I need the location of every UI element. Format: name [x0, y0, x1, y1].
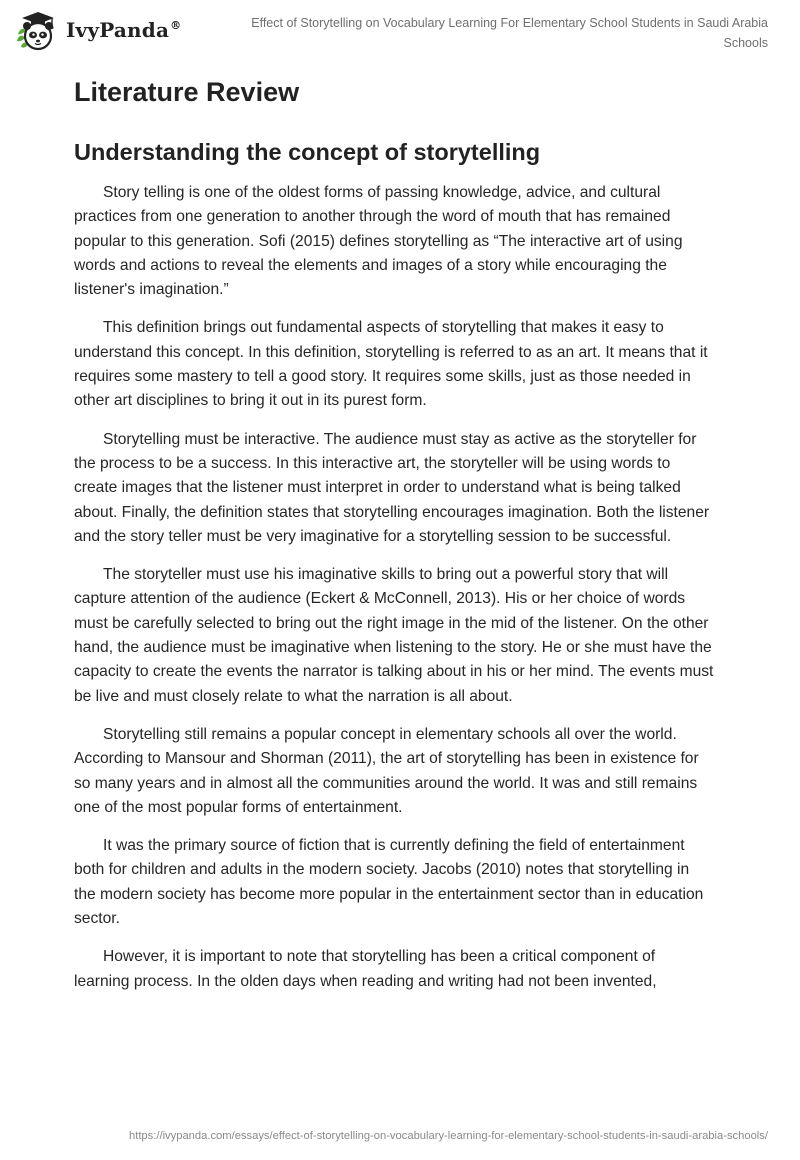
- brand-name: IvyPanda®: [66, 18, 182, 42]
- ivypanda-logo[interactable]: [14, 8, 181, 52]
- paragraph: Storytelling must be interactive. The audience must stay as active as the storyteller for the process to be a success. In this interactive art, the storyteller will be using words to create images that the listener must interpret in order to understand what is being talked about. Finally, the definition states that storytelling encourages imagination. Both the listener and the story teller must be very imaginative for a storytelling session to be successful.: [74, 430, 710, 545]
- panda-graduate-icon: [14, 8, 60, 52]
- document-title: Effect of Storytelling on Vocabulary Learning For Elementary School Students in Saudi Arabia Schools: [251, 16, 768, 50]
- section-heading: Literature Review: [74, 77, 300, 107]
- registered-mark: ®: [170, 19, 182, 33]
- paragraph: It was the primary source of fiction that is currently defining the field of entertainment both for children and adults in the modern society. Jacobs (2010) notes that storytelling in the modern society has become more popular in the entertainment sector than in education sector.: [74, 837, 704, 928]
- article-content: [74, 72, 714, 1008]
- subsection-heading: Understanding the concept of storytelling: [74, 139, 541, 165]
- paragraph: Storytelling still remains a popular concept in elementary schools all over the world. According to Mansour and Shorman (2011), the art of storytelling has been in existence for so many years and in almost all the communities around the world. It was and still remains one of the most popular forms of entertainment.: [74, 725, 699, 816]
- source-url[interactable]: https://ivypanda.com/essays/effect-of-storytelling-on-vocabulary-learning-for-elementary-school-students-in-saudi-arabia-schools/: [128, 1130, 768, 1142]
- paragraph: This definition brings out fundamental aspects of storytelling that makes it easy to understand this concept. In this definition, storytelling is referred to as an art. It means that it requires some mastery to tell a good story. It requires some skills, just as those needed in other art disciplines to bring it out in its purest form.: [74, 319, 708, 410]
- paragraph: The storyteller must use his imaginative skills to bring out a powerful story that will capture attention of the audience (Eckert & McConnell, 2013). His or her choice of words must be carefully selected to bring out the right image in the mid of the listener. On the other hand, the audience must be imaginative when listening to the story. He or she must have the capacity to create the events the narrator is talking about in his or her mind. The events must be live and must closely relate to what the narration is all about.: [74, 566, 714, 705]
- paragraph: However, it is important to note that storytelling has been a critical component of learning process. In the olden days when reading and writing had not been invented,: [74, 948, 657, 990]
- paragraph: Story telling is one of the oldest forms of passing knowledge, advice, and cultural practices from one generation to another through the word of mouth that has remained popular to this generation. Sofi (2015) defines storytelling as “The interactive art of using words and actions to reveal the elements and images of a story while encouraging the listener's imagination.”: [74, 184, 683, 299]
- page-header: [0, 0, 800, 64]
